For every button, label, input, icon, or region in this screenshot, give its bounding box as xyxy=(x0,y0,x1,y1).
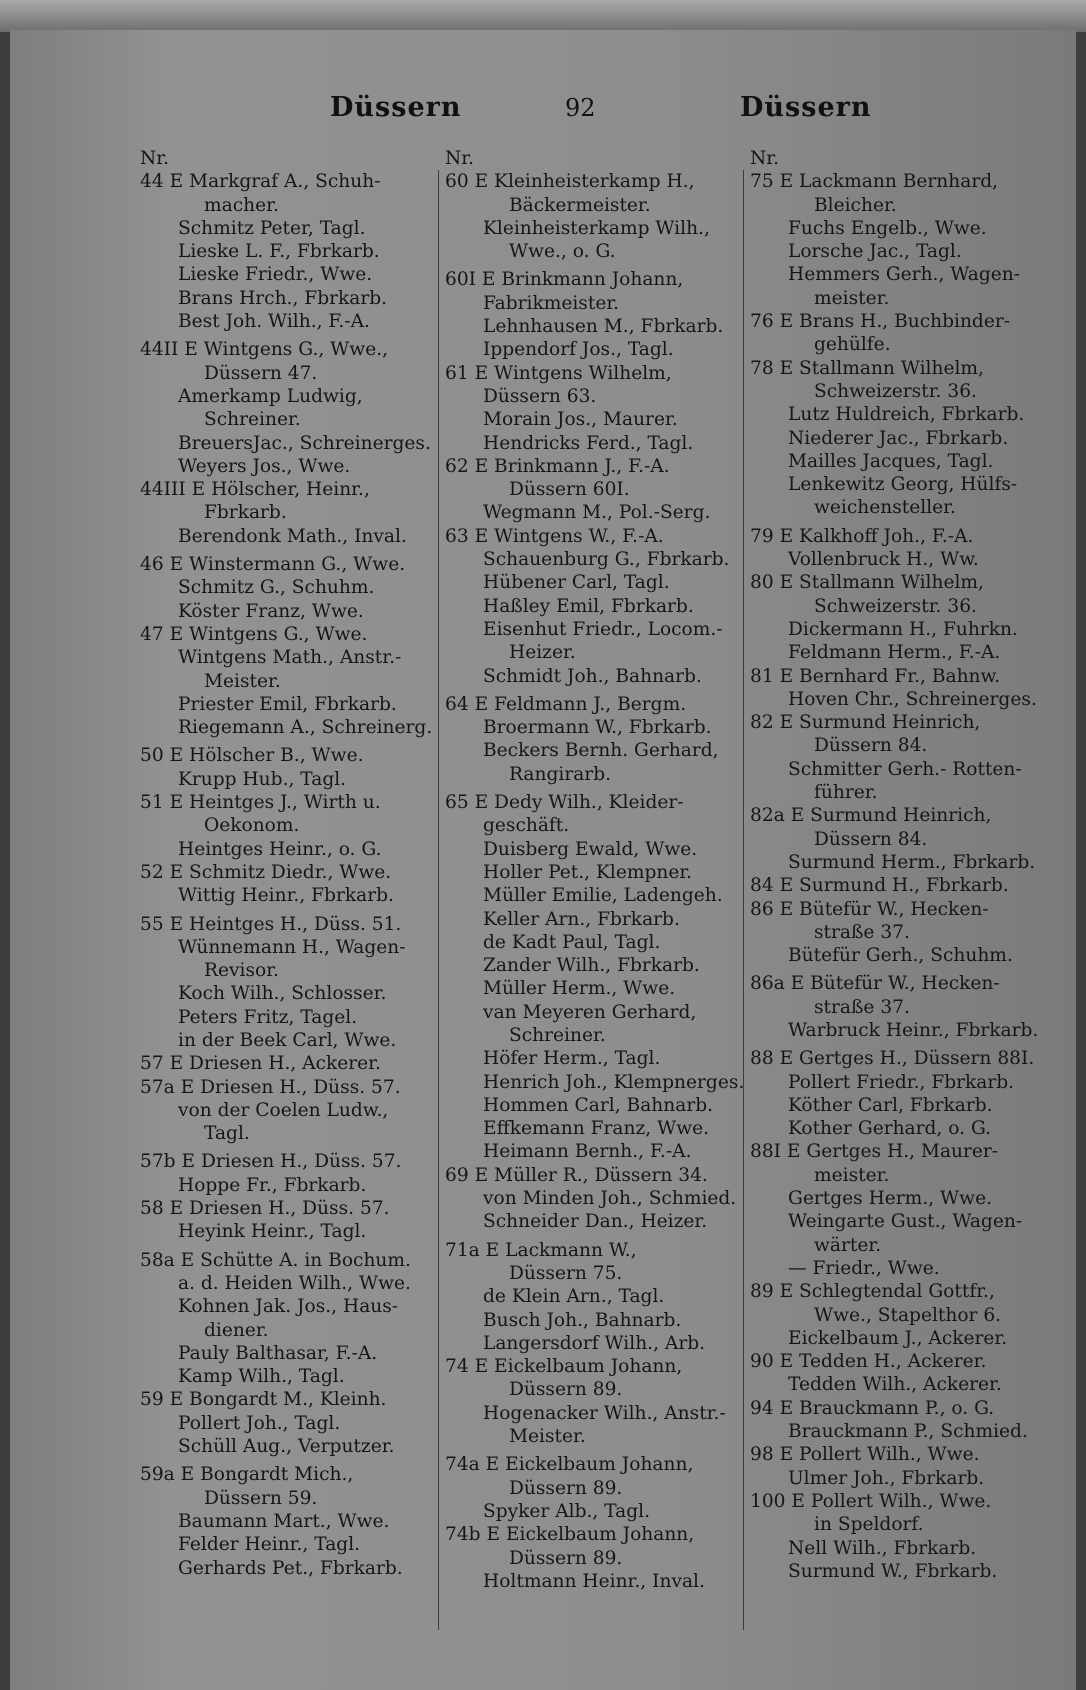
directory-entry-continuation: Weingarte Gust., Wagen- xyxy=(788,1211,1023,1233)
directory-entry-continuation: Fabrikmeister. xyxy=(483,292,620,314)
directory-entry-continuation: Schmitter Gerh.- Rotten- xyxy=(788,758,1022,780)
directory-entry-continuation: Nell Wilh., Fbrkarb. xyxy=(788,1537,977,1559)
directory-entry: 86a E Bütefür W., Hecken- xyxy=(750,973,1000,995)
directory-entry-continuation: Schauenburg G., Fbrkarb. xyxy=(483,549,730,571)
directory-entry-continuation: Hoppe Fr., Fbrkarb. xyxy=(178,1174,367,1196)
directory-entry: 89 E Schlegtendal Gottfr., xyxy=(750,1281,995,1303)
directory-entry-continuation: Kamp Wilh., Tagl. xyxy=(178,1366,345,1388)
directory-entry: 74b E Eickelbaum Johann, xyxy=(445,1524,695,1546)
directory-entry-continuation: Feldmann Herm., F.-A. xyxy=(788,642,1001,664)
directory-entry-continuation: Heimann Bernh., F.-A. xyxy=(483,1141,692,1163)
directory-entry-continuation: BreuersJac., Schreinerges. xyxy=(178,432,431,454)
directory-entry-continuation: Dickermann H., Fuhrkn. xyxy=(788,618,1018,640)
directory-entry-continuation: Wwe., Stapelthor 6. xyxy=(814,1304,1002,1326)
directory-entry: 60 E Kleinheisterkamp H., xyxy=(445,171,695,193)
directory-entry-continuation: Schüll Aug., Verputzer. xyxy=(178,1436,395,1458)
directory-entry-continuation: de Klein Arn., Tagl. xyxy=(483,1286,665,1308)
directory-entry-continuation: — Friedr., Wwe. xyxy=(788,1257,940,1279)
directory-entry: 79 E Kalkhoff Joh., F.-A. xyxy=(750,525,974,547)
directory-entry-continuation: Schreiner. xyxy=(204,409,301,431)
directory-column-2 xyxy=(445,147,745,1593)
directory-entry: 44III E Hölscher, Heinr., xyxy=(140,479,370,501)
directory-entry: 76 E Brans H., Buchbinder- xyxy=(750,311,1010,333)
directory-entry: 59 E Bongardt M., Kleinh. xyxy=(140,1389,387,1411)
directory-entry: 100 E Pollert Wilh., Wwe. xyxy=(750,1490,992,1512)
directory-entry-continuation: a. d. Heiden Wilh., Wwe. xyxy=(178,1272,411,1294)
directory-entry-continuation: Brans Hrch., Fbrkarb. xyxy=(178,287,388,309)
directory-entry-continuation: Düssern 63. xyxy=(483,385,597,407)
directory-entry-continuation: Köster Franz, Wwe. xyxy=(178,600,364,622)
directory-entry: 58a E Schütte A. in Bochum. xyxy=(140,1249,411,1271)
directory-entry: 75 E Lackmann Bernhard, xyxy=(750,171,999,193)
directory-entry: Nr. xyxy=(750,148,780,169)
directory-entry-continuation: Kother Gerhard, o. G. xyxy=(788,1118,992,1140)
directory-entry-continuation: Holler Pet., Klempner. xyxy=(483,861,693,883)
directory-entry: 60I E Brinkmann Johann, xyxy=(445,269,684,291)
directory-entry-continuation: Zander Wilh., Fbrkarb. xyxy=(483,955,700,977)
directory-entry: 55 E Heintges H., Düss. 51. xyxy=(140,913,402,935)
directory-entry-continuation: de Kadt Paul, Tagl. xyxy=(483,931,661,953)
page-header xyxy=(10,92,1076,132)
directory-entry: 81 E Bernhard Fr., Bahnw. xyxy=(750,665,1001,687)
directory-entry-continuation: Berendonk Math., Inval. xyxy=(178,525,407,547)
directory-entry-continuation: von Minden Joh., Schmied. xyxy=(483,1188,737,1210)
directory-entry: 47 E Wintgens G., Wwe. xyxy=(140,623,368,645)
directory-entry: 65 E Dedy Wilh., Kleider- xyxy=(445,792,684,814)
directory-entry-continuation: Lorsche Jac., Tagl. xyxy=(788,241,962,263)
directory-entry: 62 E Brinkmann J., F.-A. xyxy=(445,455,670,477)
directory-entry-continuation: Schmitz G., Schuhm. xyxy=(178,577,375,599)
directory-entry: 74 E Eickelbaum Johann, xyxy=(445,1356,683,1378)
directory-entry-continuation: Ulmer Joh., Fbrkarb. xyxy=(788,1467,985,1489)
directory-entry-continuation: Heintges Heinr., o. G. xyxy=(178,838,382,860)
directory-entry-continuation: Schweizerstr. 36. xyxy=(814,595,977,617)
directory-entry-continuation: Morain Jos., Maurer. xyxy=(483,409,678,431)
directory-entry: 78 E Stallmann Wilhelm, xyxy=(750,357,984,379)
directory-entry-continuation: Düssern 89. xyxy=(509,1547,623,1569)
directory-entry-continuation: Düssern 84. xyxy=(814,735,928,757)
directory-entry: 63 E Wintgens W., F.-A. xyxy=(445,525,664,547)
directory-entry: 44II E Wintgens G., Wwe., xyxy=(140,339,389,361)
directory-entry-continuation: Best Joh. Wilh., F.-A. xyxy=(178,311,370,333)
directory-entry-continuation: Mailles Jacques, Tagl. xyxy=(788,450,994,472)
page-number: 92 xyxy=(565,94,596,122)
directory-entry: 52 E Schmitz Diedr., Wwe. xyxy=(140,861,392,883)
directory-entry-continuation: Tedden Wilh., Ackerer. xyxy=(788,1374,1002,1396)
directory-entry: 86 E Bütefür W., Hecken- xyxy=(750,898,989,920)
directory-entry-continuation: Brauckmann P., Schmied. xyxy=(788,1421,1028,1443)
directory-entry: 64 E Feldmann J., Bergm. xyxy=(445,693,687,715)
directory-entry: 88 E Gertges H., Düssern 88I. xyxy=(750,1048,1035,1070)
directory-entry: 57 E Driesen H., Ackerer. xyxy=(140,1053,381,1075)
directory-entry-continuation: Eickelbaum J., Ackerer. xyxy=(788,1327,1008,1349)
directory-entry-continuation: Lieske L. F., Fbrkarb. xyxy=(178,241,380,263)
directory-entry-continuation: Kleinheisterkamp Wilh., xyxy=(483,217,710,239)
directory-entry-continuation: Fbrkarb. xyxy=(204,502,287,524)
directory-column-3 xyxy=(750,147,1066,1583)
directory-entry: 84 E Surmund H., Fbrkarb. xyxy=(750,875,1009,897)
directory-entry-continuation: Baumann Mart., Wwe. xyxy=(178,1510,390,1532)
directory-entry-continuation: Bütefür Gerh., Schuhm. xyxy=(788,945,1013,967)
directory-entry-continuation: Lehnhausen M., Fbrkarb. xyxy=(483,316,724,338)
directory-entry-continuation: Peters Fritz, Tagel. xyxy=(178,1006,358,1028)
directory-entry-continuation: Eisenhut Friedr., Locom.- xyxy=(483,618,723,640)
directory-entry-continuation: in Speldorf. xyxy=(814,1514,924,1536)
directory-entry: 74a E Eickelbaum Johann, xyxy=(445,1454,694,1476)
directory-entry-continuation: Schmitz Peter, Tagl. xyxy=(178,217,366,239)
directory-entry-continuation: Düssern 60I. xyxy=(509,479,630,501)
directory-entry-continuation: Höfer Herm., Tagl. xyxy=(483,1048,661,1070)
directory-entry: Nr. xyxy=(445,148,475,169)
directory-entry-continuation: Rangirarb. xyxy=(509,763,612,785)
directory-entry-continuation: Lutz Huldreich, Fbrkarb. xyxy=(788,404,1025,426)
directory-entry-continuation: Gerhards Pet., Fbrkarb. xyxy=(178,1557,403,1579)
directory-entry-continuation: Heyink Heinr., Tagl. xyxy=(178,1221,367,1243)
directory-entry-continuation: Niederer Jac., Fbrkarb. xyxy=(788,427,1009,449)
directory-entry-continuation: Felder Heinr., Tagl. xyxy=(178,1534,361,1556)
directory-entry: 57b E Driesen H., Düss. 57. xyxy=(140,1151,402,1173)
directory-entry-continuation: Keller Arn., Fbrkarb. xyxy=(483,908,680,930)
directory-entry: 94 E Brauckmann P., o. G. xyxy=(750,1397,995,1419)
directory-entry-continuation: Holtmann Heinr., Inval. xyxy=(483,1570,705,1592)
directory-entry-continuation: wärter. xyxy=(814,1234,882,1256)
directory-entry-continuation: Hommen Carl, Bahnarb. xyxy=(483,1094,714,1116)
directory-entry-continuation: Oekonom. xyxy=(204,815,300,837)
directory-column-1 xyxy=(140,147,440,1580)
directory-entry-continuation: Wwe., o. G. xyxy=(509,241,616,263)
directory-entry: 58 E Driesen H., Düss. 57. xyxy=(140,1198,390,1220)
directory-entry-continuation: Koch Wilh., Schlosser. xyxy=(178,983,387,1005)
directory-entry-continuation: Wintgens Math., Anstr.- xyxy=(178,647,402,669)
directory-entry-continuation: Hogenacker Wilh., Anstr.- xyxy=(483,1402,726,1424)
directory-entry-continuation: Gertges Herm., Wwe. xyxy=(788,1188,992,1210)
directory-entry-continuation: Hendricks Ferd., Tagl. xyxy=(483,432,694,454)
directory-entry-continuation: Düssern 89. xyxy=(509,1477,623,1499)
directory-entry-continuation: Vollenbruck H., Ww. xyxy=(788,549,979,571)
directory-entry-continuation: meister. xyxy=(814,1164,890,1186)
directory-entry-continuation: Busch Joh., Bahnarb. xyxy=(483,1309,682,1331)
directory-entry-continuation: Langersdorf Wilh., Arb. xyxy=(483,1332,706,1354)
directory-entry-continuation: weichensteller. xyxy=(814,497,956,519)
directory-entry: 98 E Pollert Wilh., Wwe. xyxy=(750,1444,980,1466)
directory-entry-continuation: Schneider Dan., Heizer. xyxy=(483,1211,708,1233)
directory-entry-continuation: Hübener Carl, Tagl. xyxy=(483,572,670,594)
directory-entry: 82a E Surmund Heinrich, xyxy=(750,805,992,827)
directory-entry-continuation: Schweizerstr. 36. xyxy=(814,380,977,402)
directory-entry: 88I E Gertges H., Maurer- xyxy=(750,1141,999,1163)
directory-entry: 61 E Wintgens Wilhelm, xyxy=(445,362,672,384)
directory-entry-continuation: diener. xyxy=(204,1319,269,1341)
directory-entry-continuation: führer. xyxy=(814,782,878,804)
directory-entry: 50 E Hölscher B., Wwe. xyxy=(140,745,364,767)
directory-entry-continuation: Revisor. xyxy=(204,960,279,982)
directory-entry-continuation: Beckers Bernh. Gerhard, xyxy=(483,740,719,762)
directory-entry-continuation: Lenkewitz Georg, Hülfs- xyxy=(788,474,1018,496)
directory-entry-continuation: straße 37. xyxy=(814,921,910,943)
directory-entry-continuation: Wünnemann H., Wagen- xyxy=(178,936,406,958)
directory-entry-continuation: Pollert Friedr., Fbrkarb. xyxy=(788,1071,1015,1093)
directory-entry: 46 E Winstermann G., Wwe. xyxy=(140,554,406,576)
directory-entry: 82 E Surmund Heinrich, xyxy=(750,712,981,734)
directory-entry-continuation: Düssern 59. xyxy=(204,1487,318,1509)
directory-entry-continuation: Schreiner. xyxy=(509,1024,606,1046)
directory-entry: 51 E Heintges J., Wirth u. xyxy=(140,792,381,814)
directory-entry: 80 E Stallmann Wilhelm, xyxy=(750,572,984,594)
directory-entry-continuation: Surmund W., Fbrkarb. xyxy=(788,1560,998,1582)
directory-entry-continuation: Amerkamp Ludwig, xyxy=(178,385,363,407)
directory-entry: 57a E Driesen H., Düss. 57. xyxy=(140,1076,401,1098)
header-left-title: Düssern xyxy=(330,92,462,123)
directory-entry: 59a E Bongardt Mich., xyxy=(140,1464,354,1486)
directory-entry-continuation: Ippendorf Jos., Tagl. xyxy=(483,339,674,361)
directory-entry-continuation: meister. xyxy=(814,287,890,309)
directory-entry-continuation: Hemmers Gerh., Wagen- xyxy=(788,264,1021,286)
directory-entry-continuation: von der Coelen Ludw., xyxy=(178,1099,389,1121)
directory-entry-continuation: Düssern 75. xyxy=(509,1262,623,1284)
directory-entry-continuation: Müller Herm., Wwe. xyxy=(483,978,676,1000)
directory-entry-continuation: Düssern 47. xyxy=(204,362,318,384)
directory-entry-continuation: Bäckermeister. xyxy=(509,194,651,216)
directory-entry-continuation: Hoven Chr., Schreinerges. xyxy=(788,688,1037,710)
directory-entry-continuation: Kohnen Jak. Jos., Haus- xyxy=(178,1296,399,1318)
directory-entry-continuation: gehülfe. xyxy=(814,334,891,356)
directory-entry: Nr. xyxy=(140,148,170,169)
directory-page xyxy=(10,30,1076,1690)
directory-entry: 71a E Lackmann W., xyxy=(445,1239,637,1261)
directory-entry-continuation: Priester Emil, Fbrkarb. xyxy=(178,693,397,715)
directory-entry-continuation: Lieske Friedr., Wwe. xyxy=(178,264,373,286)
directory-entry-continuation: Meister. xyxy=(204,670,281,692)
directory-entry-continuation: Haßley Emil, Fbrkarb. xyxy=(483,595,694,617)
directory-entry-continuation: Wittig Heinr., Fbrkarb. xyxy=(178,885,394,907)
directory-entry: 90 E Tedden H., Ackerer. xyxy=(750,1351,987,1373)
directory-entry: 44 E Markgraf A., Schuh- xyxy=(140,171,381,193)
directory-entry-continuation: Krupp Hub., Tagl. xyxy=(178,768,347,790)
directory-entry-continuation: Meister. xyxy=(509,1426,586,1448)
directory-entry-continuation: Düssern 84. xyxy=(814,828,928,850)
directory-entry-continuation: Tagl. xyxy=(204,1123,250,1145)
directory-entry-continuation: Pollert Joh., Tagl. xyxy=(178,1412,341,1434)
directory-entry-continuation: Düssern 89. xyxy=(509,1379,623,1401)
directory-entry: 69 E Müller R., Düssern 34. xyxy=(445,1164,708,1186)
directory-entry-continuation: Köther Carl, Fbrkarb. xyxy=(788,1094,993,1116)
directory-entry-continuation: Fuchs Engelb., Wwe. xyxy=(788,217,987,239)
directory-entry-continuation: Bleicher. xyxy=(814,194,897,216)
directory-entry-continuation: Weyers Jos., Wwe. xyxy=(178,455,351,477)
directory-entry-continuation: Henrich Joh., Klempnerges. xyxy=(483,1071,745,1093)
directory-entry-continuation: Müller Emilie, Ladengeh. xyxy=(483,885,723,907)
directory-entry-continuation: macher. xyxy=(204,194,279,216)
directory-entry-continuation: Heizer. xyxy=(509,642,576,664)
directory-entry-continuation: straße 37. xyxy=(814,996,910,1018)
directory-entry-continuation: Effkemann Franz, Wwe. xyxy=(483,1118,710,1140)
directory-entry-continuation: Schmidt Joh., Bahnarb. xyxy=(483,665,702,687)
directory-entry-continuation: Wegmann M., Pol.-Serg. xyxy=(483,502,711,524)
directory-entry-continuation: Spyker Alb., Tagl. xyxy=(483,1500,651,1522)
directory-entry-continuation: in der Beek Carl, Wwe. xyxy=(178,1029,397,1051)
directory-entry-continuation: van Meyeren Gerhard, xyxy=(483,1001,697,1023)
directory-entry-continuation: geschäft. xyxy=(483,815,570,837)
scan-top-edge xyxy=(0,0,1086,32)
directory-entry-continuation: Pauly Balthasar, F.-A. xyxy=(178,1342,378,1364)
directory-entry-continuation: Broermann W., Fbrkarb. xyxy=(483,717,712,739)
directory-entry-continuation: Warbruck Heinr., Fbrkarb. xyxy=(788,1019,1039,1041)
directory-entry-continuation: Duisberg Ewald, Wwe. xyxy=(483,838,698,860)
header-right-title: Düssern xyxy=(740,92,872,123)
directory-entry-continuation: Riegemann A., Schreinerg. xyxy=(178,717,433,739)
directory-entry-continuation: Surmund Herm., Fbrkarb. xyxy=(788,851,1036,873)
